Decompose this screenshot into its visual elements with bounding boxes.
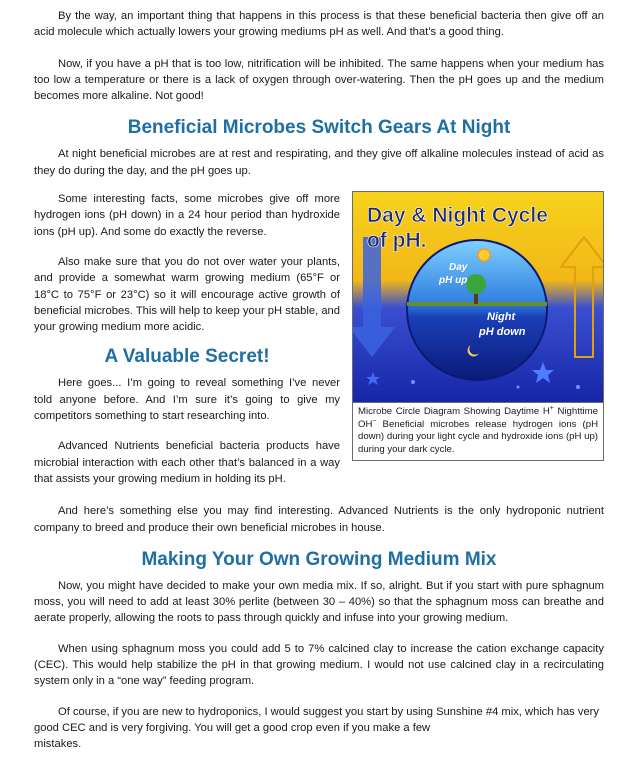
paragraph-8: And here’s something else you may find interesting. Advanced Nutrients is the only hydroponic nutrient company to breed and produce their own beneficial microbes in house. xyxy=(34,505,604,534)
paragraph-11-end: mistakes. xyxy=(34,738,82,751)
ph-cycle-figure xyxy=(352,191,604,461)
paragraph-10: When using sphagnum moss you could add 5 to 7% calcined clay to increase the cation exchange capacity (CEC). This would help stabilize the pH in that growing medium. I would not use calcined clay in a recirculating system only in a “one way” feeding program. xyxy=(34,642,604,688)
heading-growing-medium-mix: Making Your Own Growing Medium Mix xyxy=(141,548,497,570)
paragraph-3: At night beneficial microbes are at rest and respirating, and they give off alkaline molecules instead of acid as they do during the day, and the pH goes up. xyxy=(34,148,604,177)
paragraph-6: Here goes... I’m going to reveal something I’ve never told anyone before. And I’m sure it’s going to give my competitors something to start researching into. xyxy=(34,377,340,423)
paragraph-2: Now, if you have a pH that is too low, nitrification will be inhibited. The same happens when your medium has too low a temperature or there is a lack of oxygen through over-watering. Then the pH goes up and the medium becomes more alkaline. Not good! xyxy=(34,57,604,103)
heading-night-microbes: Beneficial Microbes Switch Gears At Night xyxy=(127,117,511,139)
paragraph-1: By the way, an important thing that happens in this process is that these beneficial bacteria then give off an acid molecule which actually lowers your growing mediums pH as well. And that’s a good thing. xyxy=(34,10,604,39)
figure-caption: Microbe Circle Diagram Showing Daytime H+ Nighttime OH− Beneficial microbes release hydrogen ions (pH down) during your light cycle and hydroxide ions (pH up) during your dark cycle. xyxy=(353,402,603,460)
day-label: Day xyxy=(449,262,468,274)
heading-valuable-secret: A Valuable Secret! xyxy=(104,346,270,368)
paragraph-4: Some interesting facts, some microbes give off more hydrogen ions (pH down) in a 24 hour period than hydroxide ions (pH up). And some do exactly the reverse. xyxy=(34,193,340,238)
day-night-cycle-diagram xyxy=(353,192,603,402)
paragraph-9: Now, you might have decided to make your own media mix. If so, alright. But if you start with pure sphagnum moss, you will need to add at least 30% perlite (between 30 – 40%) so that the sphagnum moss can breathe and aerate properly, allowing the roots to pass through quickly and infuse into your growing medium. xyxy=(34,579,604,625)
day-ph-label: pH up xyxy=(439,275,468,287)
paragraph-7: Advanced Nutrients beneficial bacteria products have microbial interaction with each other that’s balanced in a way that assists your growing medium in holding its pH. xyxy=(34,440,340,485)
figure-title-line1: Day & Night Cycle xyxy=(367,204,548,228)
figure-title-line2: of pH. xyxy=(367,229,427,253)
paragraph-11: Of course, if you are new to hydroponics, I would suggest you start by using Sunshine #4 mix, which has very good CEC and is very forgiving. You will get a good crop even if you make a few xyxy=(34,705,600,734)
document-page xyxy=(34,8,604,753)
paragraph-5: Also make sure that you do not over water your plants, and provide a somewhat warm growing medium (65°F or 18°C to 75°F or 23°C) so it will encourage active growth of beneficial microbes. This will help to keep your pH stable, and your growing medium more acidic. xyxy=(34,255,340,334)
night-ph-label: pH down xyxy=(479,326,526,339)
night-label: Night xyxy=(487,311,516,324)
